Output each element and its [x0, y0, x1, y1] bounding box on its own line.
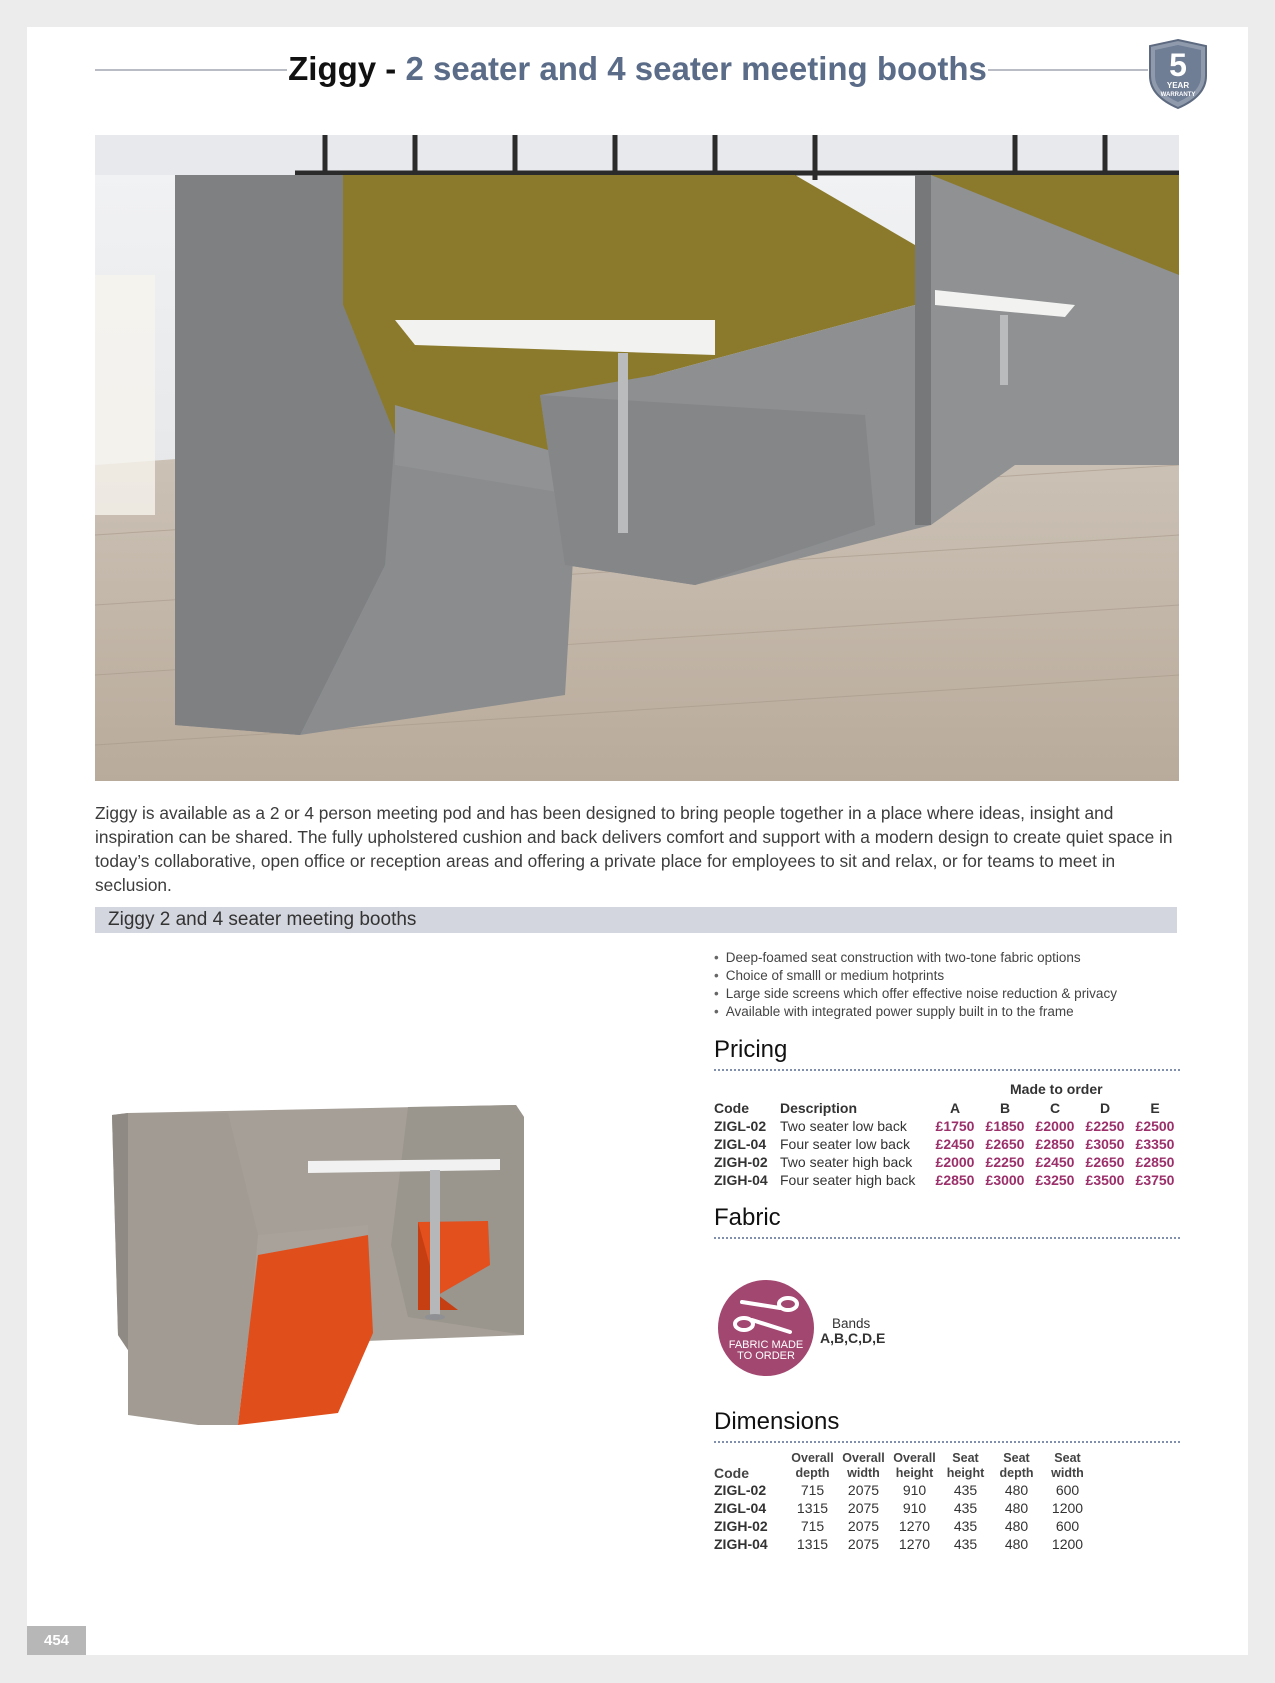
- row-description: Two seater high back: [780, 1154, 913, 1170]
- price-cell: £3750: [1135, 1172, 1175, 1188]
- fabric-badge-label: [718, 1340, 814, 1362]
- dim-cell: 480: [1004, 1500, 1029, 1516]
- product-render: [108, 1095, 643, 1435]
- table-row: [714, 1499, 1093, 1517]
- dim-cell: 480: [1004, 1482, 1029, 1498]
- price-cell: £2500: [1135, 1118, 1175, 1134]
- row-description: Four seater low back: [780, 1136, 910, 1152]
- dim-cell: 600: [1055, 1518, 1080, 1534]
- dim-cell: 2075: [847, 1500, 880, 1516]
- dim-cell: 715: [800, 1482, 825, 1498]
- price-cell: £2250: [985, 1154, 1025, 1170]
- col-description: Description: [780, 1100, 858, 1116]
- feature-item: • Available with integrated power supply built in to the frame: [714, 1003, 1117, 1021]
- fabric-heading: Fabric: [714, 1204, 781, 1231]
- price-cell: £2250: [1085, 1118, 1125, 1134]
- feature-item: • Choice of smalll or medium hotprints: [714, 967, 1117, 985]
- dim-cell: 480: [1004, 1518, 1029, 1534]
- dim-cell: 2075: [847, 1482, 880, 1498]
- dim-cell: 435: [953, 1518, 978, 1534]
- dim-cell: 435: [953, 1500, 978, 1516]
- fabric-divider: [714, 1237, 1180, 1239]
- dim-cell: 1315: [796, 1500, 829, 1516]
- row-code: ZIGL-02: [714, 1118, 767, 1134]
- row-code: ZIGH-02: [714, 1518, 768, 1534]
- price-cell: £1750: [935, 1118, 975, 1134]
- pricing-table: [714, 1099, 1180, 1189]
- dim-cell: 1270: [898, 1518, 931, 1534]
- feature-list: [714, 949, 1117, 1021]
- fabric-made-to-order-badge: [718, 1280, 814, 1376]
- table-row: [714, 1517, 1093, 1535]
- dim-cell: 910: [902, 1500, 927, 1516]
- hero-photo: [95, 135, 1179, 781]
- table-row: [714, 1171, 1180, 1189]
- col-code: Code: [714, 1465, 749, 1481]
- feature-item: • Large side screens which offer effective noise reduction & privacy: [714, 985, 1117, 1003]
- price-cell: £2450: [935, 1136, 975, 1152]
- price-cell: £2000: [1035, 1118, 1075, 1134]
- pricing-divider: [714, 1069, 1180, 1071]
- row-code: ZIGH-04: [714, 1172, 768, 1188]
- dim-cell: 1270: [898, 1536, 931, 1552]
- pricing-heading: Pricing: [714, 1036, 788, 1063]
- row-code: ZIGH-02: [714, 1154, 768, 1170]
- col-band-b: B: [999, 1100, 1011, 1116]
- dimensions-header-row: [714, 1451, 1093, 1481]
- price-cell: £2000: [935, 1154, 975, 1170]
- warranty-label-1: YEAR: [1166, 81, 1190, 90]
- page-title: [0, 50, 1275, 88]
- col-band-c: C: [1049, 1100, 1061, 1116]
- row-code: ZIGL-02: [714, 1482, 767, 1498]
- fabric-badge-line-1: FABRIC MADE: [728, 1339, 804, 1351]
- dim-cell: 435: [953, 1536, 978, 1552]
- row-description: Four seater high back: [780, 1172, 916, 1188]
- dim-cell: 715: [800, 1518, 825, 1534]
- warranty-label-2: WARRANTY: [1160, 92, 1196, 98]
- row-code: ZIGL-04: [714, 1136, 767, 1152]
- table-row: [714, 1135, 1180, 1153]
- price-cell: £2850: [1035, 1136, 1075, 1152]
- dim-cell: 600: [1055, 1482, 1080, 1498]
- title-description: 2 seater and 4 seater meeting booths: [405, 50, 987, 87]
- feature-item: • Deep-foamed seat construction with two-tone fabric options: [714, 949, 1117, 967]
- price-cell: £2850: [1135, 1154, 1175, 1170]
- price-cell: £2850: [935, 1172, 975, 1188]
- intro-paragraph: Ziggy is available as a 2 or 4 person meeting pod and has been designed to bring people together in a place where ideas, insight and inspiration can be shared. The fully upholstered cushion and back delivers comfort and support with a modern design to create quiet space in today’s collaborative, open office or reception areas and offering a private place for employees to sit and relax, or for teams to meet in seclusion.: [95, 803, 1173, 895]
- dim-cell: 480: [1004, 1536, 1029, 1552]
- price-cell: £3000: [985, 1172, 1025, 1188]
- title-product: Ziggy -: [288, 50, 406, 87]
- section-bar: [95, 907, 1177, 933]
- col-overall-width: Overall width: [842, 1451, 885, 1480]
- col-band-e: E: [1150, 1100, 1160, 1116]
- price-cell: £3350: [1135, 1136, 1175, 1152]
- table-row: [714, 1117, 1180, 1135]
- col-band-a: A: [949, 1100, 961, 1116]
- table-row: [714, 1535, 1093, 1553]
- made-to-order-label: Made to order: [1010, 1081, 1103, 1097]
- table-row: [714, 1153, 1180, 1171]
- price-cell: £2650: [1085, 1154, 1125, 1170]
- dim-cell: 1200: [1051, 1536, 1084, 1552]
- row-description: Two seater low back: [780, 1118, 907, 1134]
- dimensions-heading: Dimensions: [714, 1408, 840, 1435]
- row-code: ZIGL-04: [714, 1500, 767, 1516]
- price-cell: £2650: [985, 1136, 1025, 1152]
- dim-cell: 1200: [1051, 1500, 1084, 1516]
- fabric-bands: [820, 1316, 885, 1346]
- price-cell: £3050: [1085, 1136, 1125, 1152]
- dim-cell: 2075: [847, 1518, 880, 1534]
- col-seat-height: Seat height: [946, 1451, 985, 1480]
- bands-value: A,B,C,D,E: [820, 1330, 886, 1346]
- warranty-badge: [1146, 38, 1210, 110]
- col-band-d: D: [1099, 1100, 1111, 1116]
- page-number: 454: [27, 1626, 86, 1655]
- col-code: Code: [714, 1100, 749, 1116]
- dim-cell: 1315: [796, 1536, 829, 1552]
- price-cell: £2450: [1035, 1154, 1075, 1170]
- dim-cell: 435: [953, 1482, 978, 1498]
- price-cell: £3250: [1035, 1172, 1075, 1188]
- section-title: Ziggy 2 and 4 seater meeting booths: [108, 909, 417, 930]
- col-seat-depth: Seat depth: [999, 1451, 1034, 1480]
- dim-cell: 910: [902, 1482, 927, 1498]
- pricing-header-row: [714, 1099, 1180, 1117]
- col-overall-depth: Overall depth: [791, 1451, 834, 1480]
- price-cell: £1850: [985, 1118, 1025, 1134]
- scissors-icon: [735, 1298, 797, 1332]
- col-seat-width: Seat width: [1051, 1451, 1084, 1480]
- bands-label: Bands: [832, 1316, 871, 1331]
- col-overall-height: Overall height: [893, 1451, 936, 1480]
- table-row: [714, 1481, 1093, 1499]
- warranty-years: 5: [1169, 47, 1187, 83]
- dimensions-table: [714, 1451, 1093, 1553]
- dimensions-divider: [714, 1441, 1180, 1443]
- dim-cell: 2075: [847, 1536, 880, 1552]
- price-cell: £3500: [1085, 1172, 1125, 1188]
- row-code: ZIGH-04: [714, 1536, 768, 1552]
- fabric-badge-line-2: TO ORDER: [737, 1350, 795, 1362]
